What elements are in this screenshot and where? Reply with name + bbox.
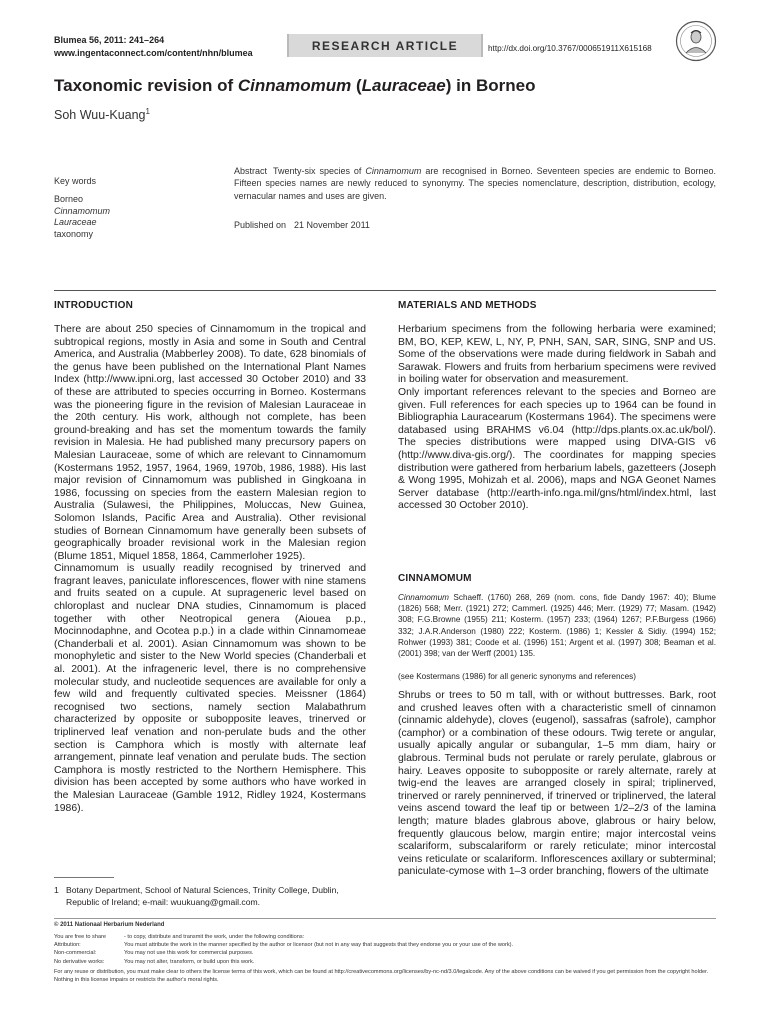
genus-description: Shrubs or trees to 50 m tall, with or without buttresses. Bark, root and crushed leaves often with a characteristic smell of cinnamon (cinnamic aldehyde), cloves (eugenol), sassafras (safrole), camphor (camphor) or a combination of these odours. Twig terete or angular, usually apically angular or subangular, 1–5 mm diam, hairy or glabrous. Terminal buds not perulate or rarely perulate, glabrous or hairy. Leaves opposite to subopposite or rarely alternate, rarely at twig-end the leaves are arranged closely in spiral; triplinerved, trinerved or rarely penninerved, if trinerved or triplinerved, the lateral veins ascend toward the leaf tip or between 1/2–2/3 of the lamina length; mature blades glabrous above, glabrous or hairy below, frequently glaucous below, margin entire; major intercostal veins scalariform, subscalariform or rarely reticulate; minor intercostal veins reticulate or scalariform. Inflorescences axillary or subterminal; paniculate-cymose with 1–3 order branching, flowers of the ultimate <box>398 690 716 878</box>
author-name: Soh Wuu-Kuang$^1$ <box>54 107 150 123</box>
keyword-item: Lauraceae <box>54 217 97 227</box>
license-divider <box>54 918 716 919</box>
license-row: You are free to share - to copy, distribute and transmit the work, under the following conditions: <box>54 934 305 940</box>
herbarium-seal-icon <box>675 20 717 62</box>
footnote-divider <box>54 877 114 878</box>
cinnamomum-heading: CINNAMOMUM <box>398 573 472 584</box>
introduction-heading: INTRODUCTION <box>54 300 134 311</box>
license-row: Non-commercial: You may not use this work for commercial purposes. <box>54 950 254 957</box>
research-article-banner: RESEARCH ARTICLE <box>287 34 483 57</box>
keyword-item: taxonomy <box>54 228 94 239</box>
keywords-list <box>54 194 110 240</box>
introduction-body <box>54 324 366 815</box>
abstract-label: Abstract <box>234 166 268 176</box>
article-title: Taxonomic revision of Cinnamomum (Lauraceae) in Borneo <box>54 76 536 95</box>
journal-header <box>54 34 253 60</box>
materials-methods-body <box>398 324 716 513</box>
journal-citation: Blumea 56, 2011: 241–264 <box>54 35 165 45</box>
genus-citation: Cinnamomum Schaeff. (1760) 268, 269 (nom. cons, fide Dandy 1967: 40); Blume (1826) 568; Merr. (1921) 272; Cammerl. (1925) 446; Merr. (1929) 77; Masam. (1942) 308; F.G.Browne (1955) 211; Kosterm. (1957) 233; (1964) 1267; P.F.Burgess (1966) 332; J.A.R.Anderson (1980) 222; Kosterm. (1986) 1; Kessler & Sidiy. (1994) 152; Rohwer (1993) 381; Coode et al. (1996) 151; Argent et al. (1997) 308; Beaman et al. (2001) 398; van der Werff (2001) 135. <box>398 593 716 659</box>
section-divider <box>54 290 716 291</box>
license-terms <box>54 933 716 984</box>
author-affiliation-footnote <box>54 885 366 908</box>
license-row: No derivative works: You may not alter, transform, or build upon this work. <box>54 958 255 965</box>
materials-paragraph-1: Herbarium specimens from the following herbaria were examined; BM, BO, KEP, KEW, L, NY, P, PNH, SAN, SAR, SING, SNP and US. Some of the observations were made during fieldwork in Sabah and Sarawak. Flowers and fruits from herbarium specimens were revived in boiling water for observation and measurement. <box>398 324 716 386</box>
keywords-heading: Key words <box>54 176 97 186</box>
license-footer: For any reuse or distribution, you must make clear to others the license terms of this work, which can be found at http://creativecommons.org/licenses/by-nc-nd/3.0/legalcode. Any of the above conditions can be waived if you get permission from the copyright holder. Nothing in this license impairs or restricts the author's moral rights. <box>54 968 709 984</box>
journal-url[interactable]: www.ingentaconnect.com/content/nhn/blumea <box>54 48 253 58</box>
published-date: Published on 21 November 2011 <box>234 220 370 230</box>
materials-methods-heading: MATERIALS AND METHODS <box>398 300 537 311</box>
keyword-item: Cinnamomum <box>54 205 111 216</box>
license-row: Attribution: You must attribute the work in the manner specified by the author or licensor (but not in any way that suggests that they endorse you or your use of the work). <box>54 942 514 949</box>
synonyms-note: (see Kostermans (1986) for all generic synonyms and references) <box>398 672 637 681</box>
abstract: Abstract Twenty-six species of Cinnamomum are recognised in Borneo. Seventeen species are endemic to Borneo. Fifteen species names are newly reduced to synonymy. The species nomenclature, description, distribution, ecology, vernacular names and uses are given. <box>234 166 716 201</box>
author-footnote-mark[interactable]: 1 <box>145 107 150 116</box>
doi-link[interactable]: http://dx.doi.org/10.3767/000651911X615168 <box>488 44 652 53</box>
footnote-mark: 1 <box>54 885 59 895</box>
keyword-item: Borneo <box>54 194 84 204</box>
footnote-text: Botany Department, School of Natural Sciences, Trinity College, Dublin, Republic of Ireland; e-mail: wuukuang@gmail.com. <box>66 885 339 907</box>
copyright-line: © 2011 Nationaal Herbarium Nederland <box>54 922 165 928</box>
introduction-paragraph-2: Cinnamomum is usually readily recognised by trinerved and fragrant leaves, paniculate inflorescences, flower with nine stamens and fruits seated on a cupule. At suprageneric level based on chloroplast and nuclear DNA studies, Cinnamomum is placed together with other Neotropical genera (Aiouea p.p., Mocinnodaphne, and Ocotea p.p.) in a clade within Cinnamomeae (Chanderbali et al. 2001). Asian Cinnamomum was shown to be monophyletic and sister to the New World species (Chanderbali et al. 2001). At the infrageneric level, there is no comprehensive molecular study, and nucleotide sequences are available for only a few wild and frequently cultivated species. Meissner (1864) recognised two sections, namely section Malabathrum characterized by opposite or subopposite leaves, trinerved or triplinerved leaf venation and non-perulate buds and the other section is Camphora which is mostly with alternate leaf arrangement, pinnate leaf venation and perulate buds. The section Camphora is mostly restricted to the Northern Hemisphere. This division has been accepted by some authors who have worked in the Malesian Lauraceae (Gamble 1912, Ridley 1924, Kostermans 1986). <box>54 563 366 814</box>
introduction-paragraph-1: There are about 250 species of Cinnamomum in the tropical and subtropical regions, mostly in Asia and some in South and Central America, and Australia (Mabberley 2008). To date, 628 binomials of the genus have been published on the International Plant Names Index (http://www.ipni.org, last accessed 30 October 2010) and 33 of these are attributed to species occurring in Borneo. Kostermans was the pioneering figure in the revision of Malesian Lauraceae in the 20th century. His work, although not complete, has been ground-breaking and has set the momentum towards the family revision in Malesia. He had published many precursory papers on Malesian Lauraceae, some of which are relevant to Cinnamomum (Kostermans 1952, 1957, 1964, 1969, 1970b, 1986, 1988). His last major revision of Cinnamomum was published in Gingkoana in 1986, focussing on species from the eastern Malesian region to Australia (Sulawesi, the Philippines, Moluccas, New Guinea, Solomon Islands, Pacific Area and Australia). Other revisional studies of Bornean Cinnamomum have generally been subsets of geographically broader revisional work in the Malesian region (Blume 1851, Miquel 1858, 1864, Cammerloher 1925). <box>54 324 366 562</box>
materials-paragraph-2: Only important references relevant to the species and Borneo are given. Full references for each species up to 1964 can be found in Bibliographia Lauracearum (Kostermans 1964). The specimens were databased using BRAHMS v6.04 (http://dps.plants.ox.ac.uk/bol/). The species distributions were mapped using DIVA-GIS v6 (http://www.diva-gis.org/). The coordinates for mapping species distribution were gathered from herbarium labels, gazetteers (Joseph & Wong 1995, Mohizah et al. 2006), maps and NGA Geonet Names Server database (http://earth-info.nga.mil/gns/html/index.html, last accessed 30 October 2010). <box>398 386 716 512</box>
